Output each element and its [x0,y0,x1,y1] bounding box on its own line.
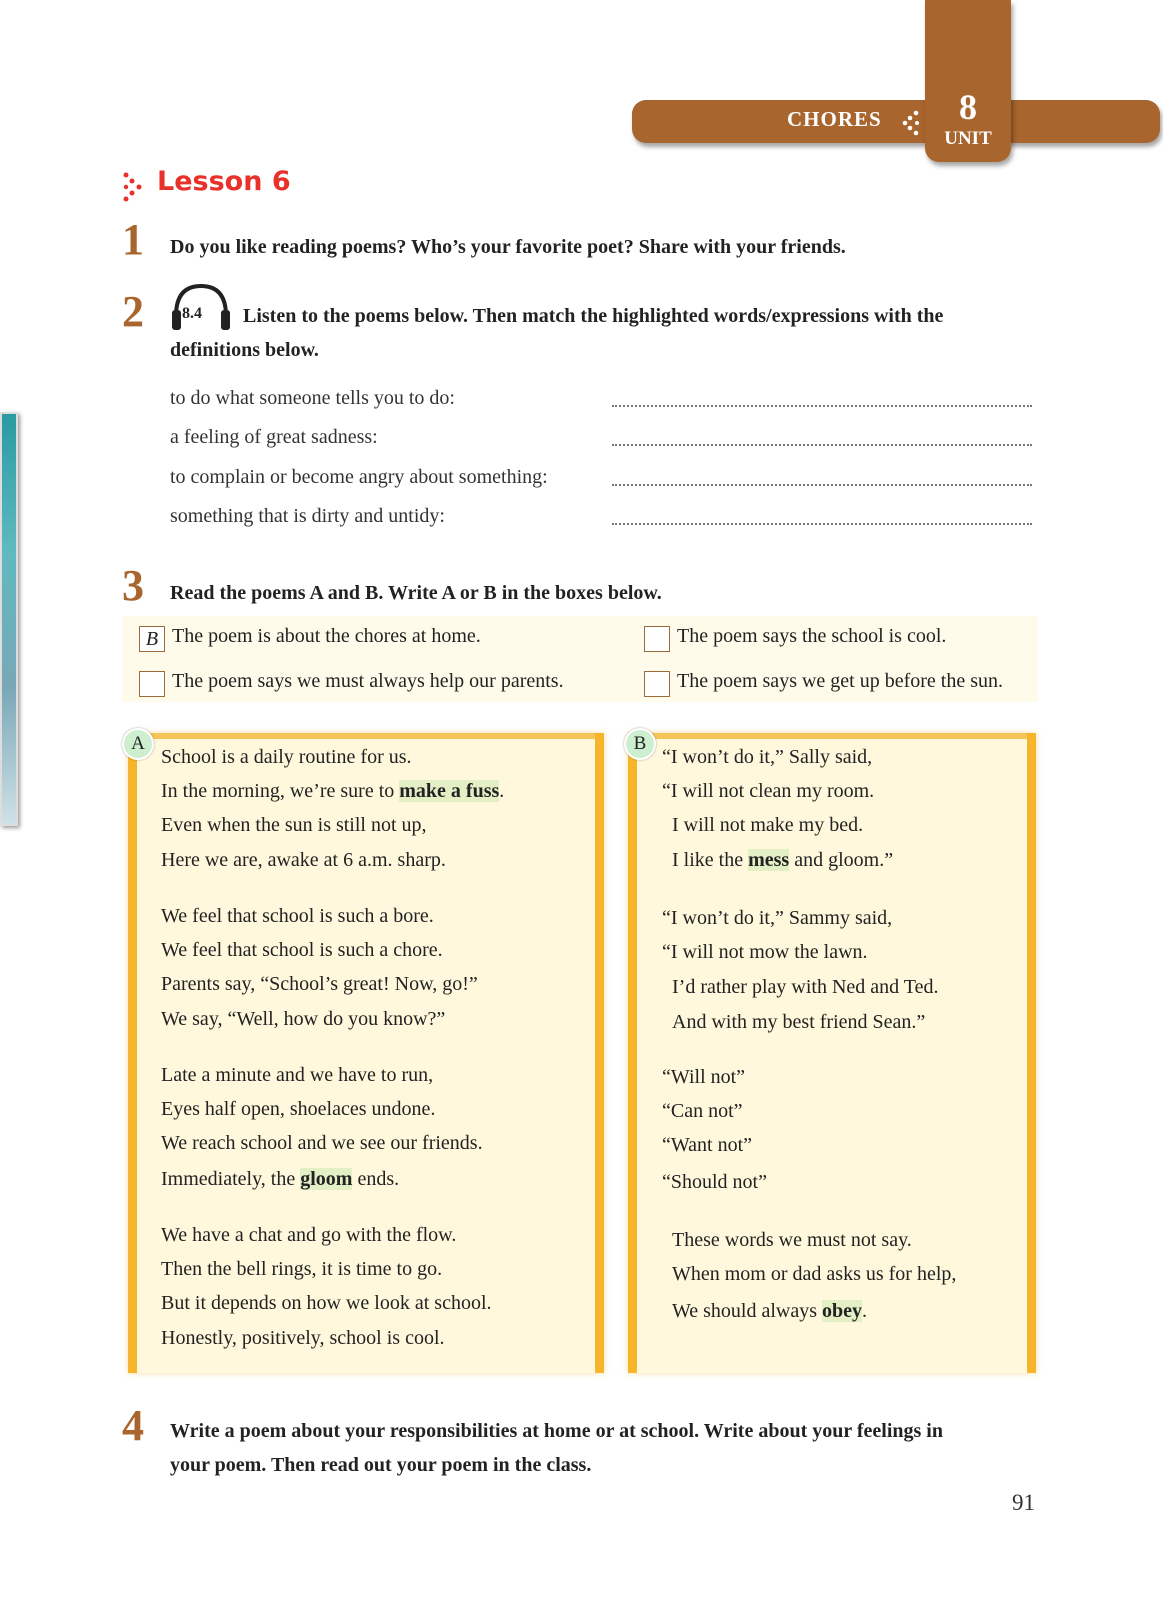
cropped-photo [0,412,18,826]
highlight-obey: obey [822,1300,863,1322]
poem-b-line: When mom or dad asks us for help, [672,1263,957,1285]
exercise-4-instruction-line2: your poem. Then read out your poem in the class. [170,1454,592,1476]
poem-a-line: But it depends on how we look at school. [161,1292,492,1314]
answer-line-3[interactable] [612,484,1032,486]
statement-2: The poem says the school is cool. [677,625,947,647]
poem-b-line: “Want not” [662,1134,753,1156]
statement-3: The poem says we must always help our parents. [172,670,564,692]
poem-a-line: School is a daily routine for us. [161,746,412,768]
answer-line-2[interactable] [612,444,1032,446]
poem-a-line: Then the bell rings, it is time to go. [161,1258,443,1280]
answer-box-4[interactable] [644,671,670,697]
poem-b-line: “I won’t do it,” Sally said, [662,746,873,768]
track-number: 8.4 [182,305,202,322]
exercise-3-number: 3 [122,561,144,610]
section-title: CHORES [787,107,882,131]
poem-a-line: Honestly, positively, school is cool. [161,1327,445,1349]
unit-label: UNIT [944,128,992,149]
poem-a-badge: A [122,728,154,760]
poem-b-line: I’d rather play with Ned and Ted. [672,976,939,998]
answer-line-4[interactable] [612,523,1032,525]
definition-3: to complain or become angry about something: [170,466,548,488]
poem-a-line: We feel that school is such a chore. [161,939,443,961]
poem-b-line: I like the mess and gloom.” [672,849,894,871]
poem-a-line: Here we are, awake at 6 a.m. sharp. [161,849,446,871]
poem-a-line: Eyes half open, shoelaces undone. [161,1098,436,1120]
lesson-title: Lesson 6 [157,166,291,197]
poem-a-line: We have a chat and go with the flow. [161,1224,457,1246]
exercise-2-number: 2 [122,287,144,336]
poem-b-line: “Should not” [662,1171,767,1193]
highlight-mess: mess [748,849,790,871]
poem-b-line: And with my best friend Sean.” [672,1011,926,1033]
poem-b-line: These words we must not say. [672,1229,912,1251]
exercise-1-instruction: Do you like reading poems? Who’s your favorite poet? Share with your friends. [170,236,846,258]
exercise-1-number: 1 [122,215,144,264]
exercise-2-instruction-line1: Listen to the poems below. Then match the highlighted words/expressions with the [243,305,944,327]
dots-icon [902,110,922,136]
answer-box-2[interactable] [644,626,670,652]
poem-b-line: We should always obey. [672,1300,868,1322]
poem-a-line: In the morning, we’re sure to make a fuss. [161,780,505,802]
poem-b-line: “I will not mow the lawn. [662,941,868,963]
answer-box-3[interactable] [139,671,165,697]
poem-b-line: “Can not” [662,1100,743,1122]
page-number: 91 [1012,1490,1035,1515]
poem-a-line: We say, “Well, how do you know?” [161,1008,446,1030]
exercise-2-instruction-line2: definitions below. [170,339,319,361]
poem-b-badge: B [624,728,656,760]
poem-b-line: “I will not clean my room. [662,780,875,802]
answer-box-1[interactable]: B [139,626,165,652]
poem-a-line: Immediately, the gloom ends. [161,1168,400,1190]
poem-b-line: “Will not” [662,1066,746,1088]
definition-1: to do what someone tells you to do: [170,387,455,409]
poem-b-line: I will not make my bed. [672,814,864,836]
highlight-make-a-fuss: make a fuss [399,780,500,802]
lesson-dots-icon [122,172,144,202]
poem-a-line: Parents say, “School’s great! Now, go!” [161,973,478,995]
poem-a-line: Even when the sun is still not up, [161,814,427,836]
definition-4: something that is dirty and untidy: [170,505,445,527]
highlight-gloom: gloom [300,1168,353,1190]
poem-a-line: Late a minute and we have to run, [161,1064,434,1086]
poem-a-line: We reach school and we see our friends. [161,1132,483,1154]
unit-banner [632,100,1160,143]
poem-a-line: We feel that school is such a bore. [161,905,434,927]
exercise-4-instruction-line1: Write a poem about your responsibilities at home or at school. Write about your feelings in [170,1420,943,1442]
exercise-3-instruction: Read the poems A and B. Write A or B in the boxes below. [170,582,662,604]
statement-1: The poem is about the chores at home. [172,625,481,647]
definition-2: a feeling of great sadness: [170,426,378,448]
unit-number: 8 [959,87,977,127]
exercise-4-number: 4 [122,1401,144,1450]
poem-b-line: “I won’t do it,” Sammy said, [662,907,893,929]
answer-line-1[interactable] [612,405,1032,407]
statement-4: The poem says we get up before the sun. [677,670,1004,692]
